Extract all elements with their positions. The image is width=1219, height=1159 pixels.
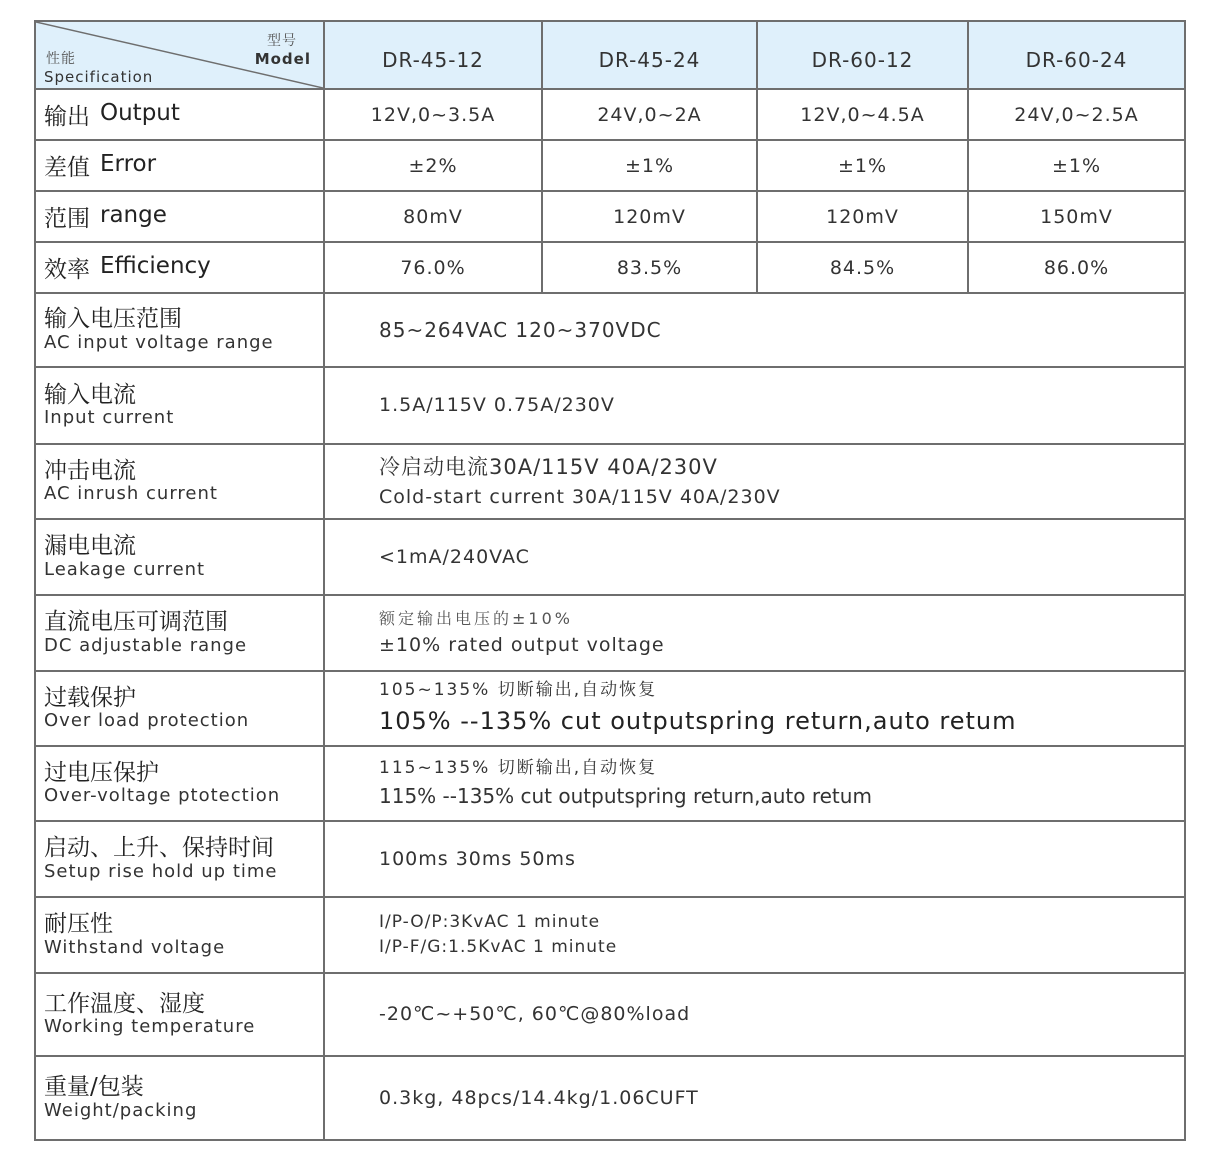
label-en: Leakage current: [44, 558, 206, 580]
value-cell: 24V,0~2A: [542, 89, 757, 140]
value-cell: [324, 746, 1185, 821]
label-cell: [35, 140, 324, 191]
row-error: [35, 140, 1185, 191]
label-zh: 差值: [44, 155, 90, 181]
label-cell: [35, 821, 324, 897]
spec-label-en: Specification: [44, 68, 154, 86]
label-zh: 漏电电流: [44, 533, 136, 560]
row-input-current: [35, 367, 1185, 444]
label-zh: 范围: [44, 206, 90, 232]
label-en: AC input voltage range: [44, 331, 274, 353]
label-zh: 过电压保护: [44, 759, 159, 786]
value-line: 1.5A/115V 0.75A/230V: [379, 394, 615, 417]
value-cell: 12V,0~4.5A: [757, 89, 968, 140]
value-cell: 84.5%: [757, 242, 968, 293]
label-cell: [35, 367, 324, 444]
value-line: 85~264VAC 120~370VDC: [379, 318, 662, 342]
model-label-zh: 型号: [267, 33, 297, 49]
label-en: Over-voltage ptotection: [44, 785, 281, 807]
value-cell: ±2%: [324, 140, 542, 191]
label-zh: 冲击电流: [44, 457, 136, 484]
label-en: range: [100, 202, 167, 228]
label-zh: 输入电流: [44, 381, 136, 408]
label-en: AC inrush current: [44, 483, 218, 505]
value-line: 105~135% 切断输出,自动恢复: [379, 679, 658, 700]
value-cell: [324, 671, 1185, 746]
label-cell: [35, 595, 324, 671]
label-cell: [35, 746, 324, 821]
value-cell: 120mV: [757, 191, 968, 242]
label-cell: [35, 293, 324, 367]
value-cell: ±1%: [968, 140, 1185, 191]
value-cell: ±1%: [757, 140, 968, 191]
value-cell: 12V,0~3.5A: [324, 89, 542, 140]
value-cell: 86.0%: [968, 242, 1185, 293]
label-zh: 重量/包装: [44, 1074, 144, 1101]
label-cell: [35, 519, 324, 595]
label-cell: [35, 89, 324, 140]
label-zh: 过载保护: [44, 684, 136, 711]
value-line: I/P-F/G:1.5KvAC 1 minute: [379, 937, 618, 957]
row-working-temperature: [35, 973, 1185, 1056]
label-zh: 工作温度、湿度: [44, 990, 205, 1017]
label-cell: [35, 671, 324, 746]
model-header-3: DR-60-12: [757, 21, 968, 89]
label-en: DC adjustable range: [44, 634, 248, 656]
value-line: -20℃~+50℃, 60℃@80%load: [379, 1003, 691, 1026]
label-en: Weight/packing: [44, 1099, 198, 1121]
value-cell: [324, 444, 1185, 519]
value-line: 冷启动电流30A/115V 40A/230V: [379, 454, 718, 479]
row-overload-protection: [35, 671, 1185, 746]
value-cell: ±1%: [542, 140, 757, 191]
value-line: 115% --135% cut outputspring return,auto retum: [379, 784, 872, 809]
value-line: 0.3kg, 48pcs/14.4kg/1.06CUFT: [379, 1086, 699, 1109]
label-zh: 耐压性: [44, 911, 113, 938]
row-setup-rise-hold-time: [35, 821, 1185, 897]
spec-label-zh: 性能: [46, 51, 76, 67]
value-cell: 24V,0~2.5A: [968, 89, 1185, 140]
value-line: I/P-O/P:3KvAC 1 minute: [379, 911, 601, 932]
value-cell: 83.5%: [542, 242, 757, 293]
label-en: Setup rise hold up time: [44, 860, 278, 882]
label-zh: 启动、上升、保持时间: [44, 835, 274, 862]
value-line: 115~135% 切断输出,自动恢复: [379, 757, 658, 778]
header-row: [35, 21, 1185, 89]
label-zh: 效率: [44, 257, 90, 283]
row-weight-packing: [35, 1056, 1185, 1140]
row-leakage-current: [35, 519, 1185, 595]
value-cell: 80mV: [324, 191, 542, 242]
row-output: [35, 89, 1185, 140]
value-cell: [324, 897, 1185, 973]
row-dc-adjustable-range: [35, 595, 1185, 671]
label-zh: 输出: [44, 104, 90, 130]
label-en: Error: [100, 151, 157, 177]
label-cell: [35, 191, 324, 242]
value-line: <1mA/240VAC: [379, 545, 530, 568]
label-cell: [35, 973, 324, 1056]
row-overvoltage-protection: [35, 746, 1185, 821]
value-cell: [324, 595, 1185, 671]
value-cell: [324, 293, 1185, 367]
value-line: 105% --135% cut outputspring return,auto retum: [379, 707, 1017, 736]
value-cell: 120mV: [542, 191, 757, 242]
value-line: Cold-start current 30A/115V 40A/230V: [379, 486, 781, 508]
model-header-2: DR-45-24: [542, 21, 757, 89]
label-en: Working temperature: [44, 1016, 256, 1038]
value-line: 额定输出电压的±10%: [379, 608, 573, 628]
label-en: Output: [100, 100, 180, 126]
label-cell: [35, 444, 324, 519]
value-cell: [324, 519, 1185, 595]
label-en: Efficiency: [100, 253, 211, 279]
model-label-en: Model: [254, 50, 311, 68]
value-cell: [324, 1056, 1185, 1140]
value-line: ±10% rated output voltage: [379, 633, 665, 656]
value-cell: 76.0%: [324, 242, 542, 293]
spec-table: [34, 20, 1186, 1141]
label-zh: 直流电压可调范围: [44, 609, 228, 636]
row-ac-input-voltage: [35, 293, 1185, 367]
value-cell: [324, 367, 1185, 444]
label-en: Over load protection: [44, 710, 250, 732]
value-cell: 150mV: [968, 191, 1185, 242]
row-range: [35, 191, 1185, 242]
value-cell: [324, 821, 1185, 897]
label-zh: 输入电压范围: [44, 306, 182, 333]
value-line: 100ms 30ms 50ms: [379, 847, 576, 870]
model-header-4: DR-60-24: [968, 21, 1185, 89]
row-efficiency: [35, 242, 1185, 293]
value-cell: [324, 973, 1185, 1056]
model-header-1: DR-45-12: [324, 21, 542, 89]
label-cell: [35, 242, 324, 293]
row-withstand-voltage: [35, 897, 1185, 973]
label-en: Withstand voltage: [44, 936, 226, 958]
label-cell: [35, 897, 324, 973]
label-en: Input current: [44, 407, 175, 429]
corner-header-cell: [35, 21, 324, 89]
label-cell: [35, 1056, 324, 1140]
row-inrush-current: [35, 444, 1185, 519]
